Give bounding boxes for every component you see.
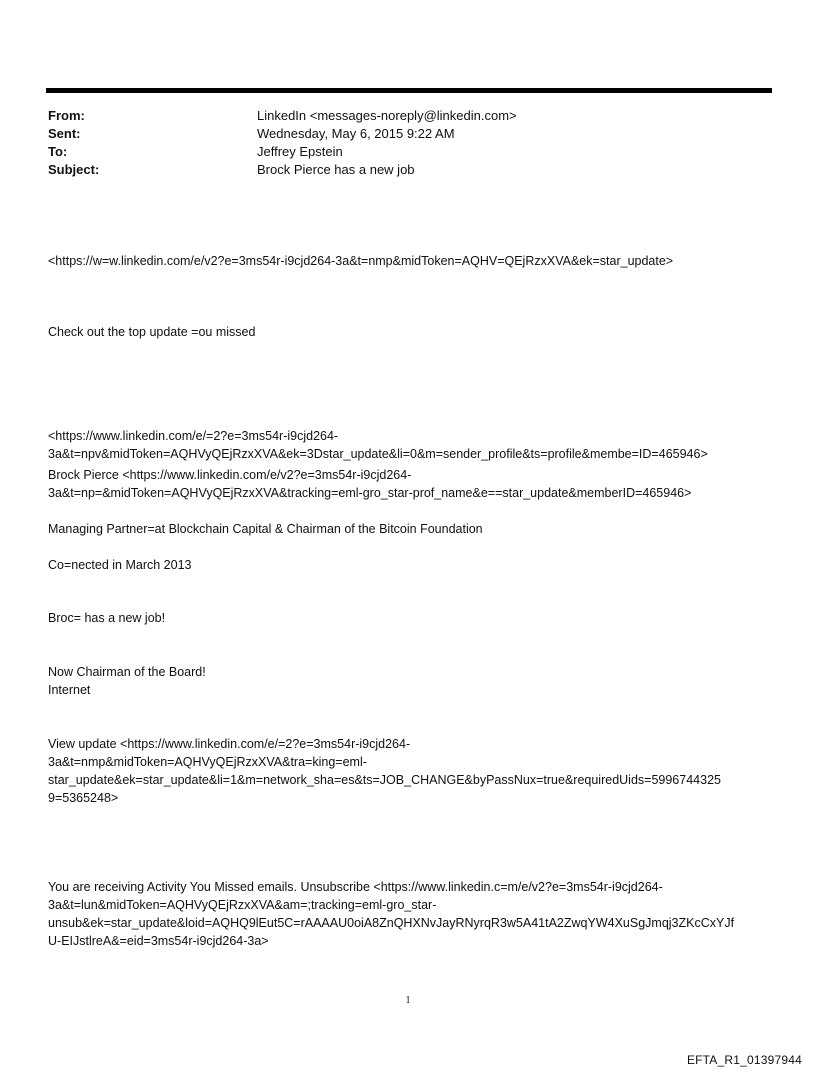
check-out-text: Check out the top update =ou missed <box>48 325 256 339</box>
connected-date: Co=nected in March 2013 <box>48 558 192 572</box>
new-job-text: Broc= has a new job! <box>48 611 166 625</box>
subject-label: Subject: <box>48 162 100 177</box>
top-update-link[interactable]: <https://w=w.linkedin.com/e/v2?e=3ms54r-i9cjd264-3a&t=nmp&midToken=AQHV=QEjRzxXVA&ek=star_update> <box>48 254 674 268</box>
name-link[interactable]: Brock Pierce <https://www.linkedin.com/e/v2?e=3ms54r-i9cjd264- 3a&t=np=&midToken=AQHVyQEjRzxXVA&tracking=eml-gro_star-prof_name&e==star_update&memberID=465946> <box>48 468 692 500</box>
document-id: EFTA_R1_01397944 <box>686 1053 802 1067</box>
from-label: From: <box>48 108 85 123</box>
to-label: To: <box>48 144 68 159</box>
header-row-sent <box>48 125 768 143</box>
subject-value: Brock Pierce has a new job <box>257 162 415 177</box>
sent-value: Wednesday, May 6, 2015 9:22 AM <box>257 126 455 141</box>
unsubscribe-text[interactable]: You are receiving Activity You Missed emails. Unsubscribe <https://www.linkedin.c=m/e/v2?e=3ms54r-i9cjd264- 3a&t=lun&midToken=AQHVyQEjRzxXVA&am=;tracking=eml-gro_star- unsub&ek=star_update&loid=AQHQ9lEut5C=rAAAAU0oiA8ZnQHXNvJayRNyrqR3w5A41tA2ZwqYW4XuSgJmqj3ZKcCxYJf U-EIJstlreA&=eid=3ms54r-i9cjd264-3a> <box>48 880 735 948</box>
member-title: Managing Partner=at Blockchain Capital & Chairman of the Bitcoin Foundation <box>48 522 483 536</box>
header-row-subject <box>48 161 768 179</box>
profile-link[interactable]: <https://www.linkedin.com/e/=2?e=3ms54r-i9cjd264- 3a&t=npv&midToken=AQHVyQEjRzxXVA&ek=3Dstar_update&li=0&m=sender_profile&ts=profile&membe=ID=465946> <box>48 429 708 461</box>
header-row-from <box>48 107 768 125</box>
header-row-to <box>48 143 768 161</box>
page-number: 1 <box>405 995 411 1006</box>
email-header <box>48 107 768 179</box>
sent-label: Sent: <box>48 126 81 141</box>
from-value: LinkedIn <messages-noreply@linkedin.com> <box>257 108 517 123</box>
view-update-link[interactable]: View update <https://www.linkedin.com/e/=2?e=3ms54r-i9cjd264- 3a&t=nmp&midToken=AQHVyQEjRzxXVA&tra=king=eml- star_update&ek=star_update&li=1&m=network_sha=es&ts=JOB_CHANGE&byPassNux=true&requiredUids=5996744325 9=5365248> <box>48 737 721 805</box>
header-rule <box>46 88 772 93</box>
to-value: Jeffrey Epstein <box>257 144 343 159</box>
position-text: Now Chairman of the Board! Internet <box>48 665 206 697</box>
